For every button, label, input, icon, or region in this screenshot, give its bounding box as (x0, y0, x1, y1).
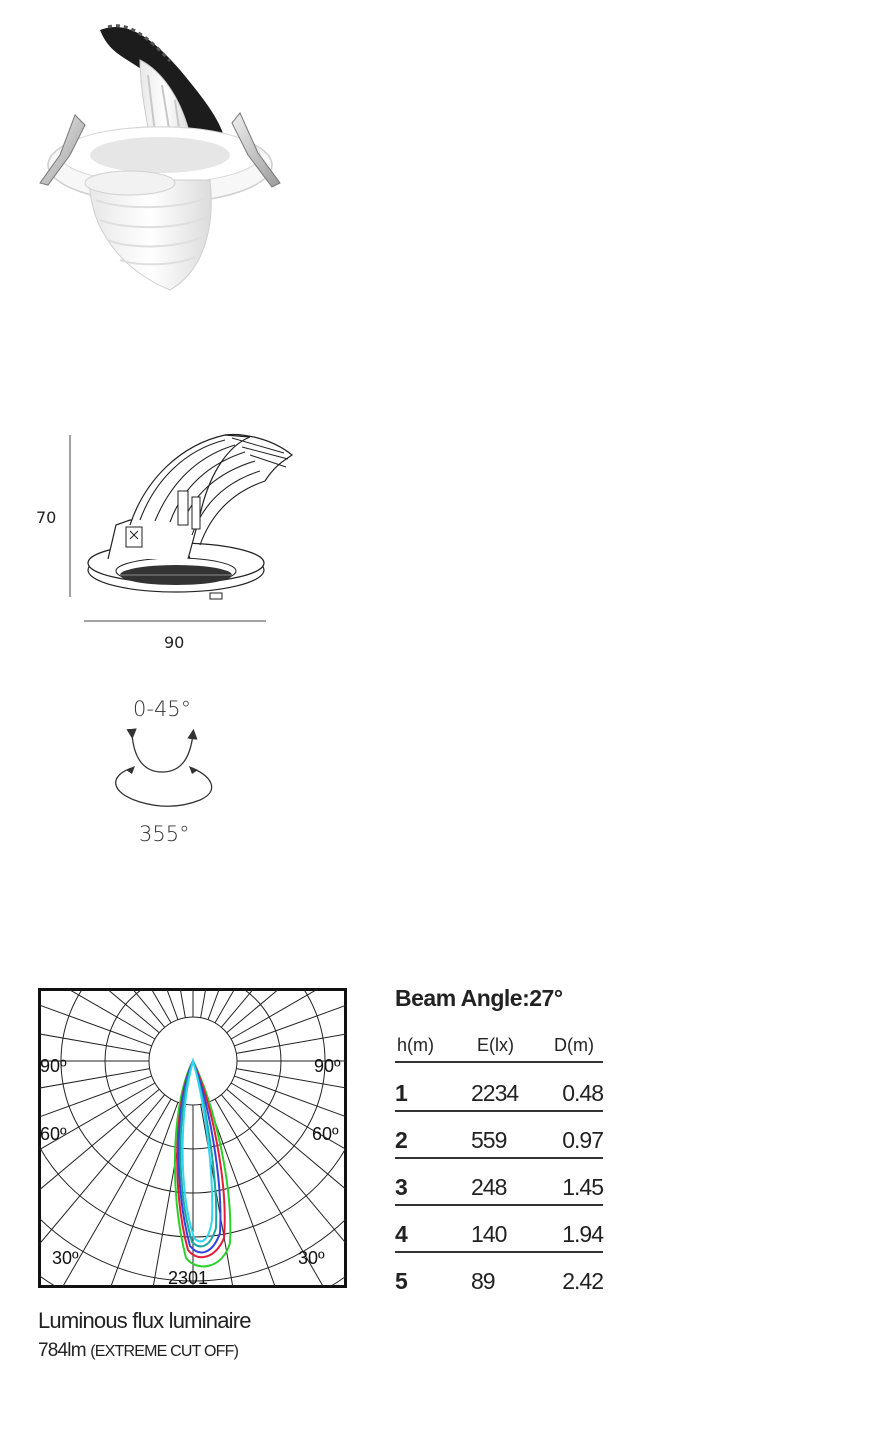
polar-label-right-90: 90º (314, 1056, 341, 1076)
table-rule (395, 1061, 603, 1063)
tilt-label: 0-45° (133, 697, 192, 721)
flux-value-line (38, 1340, 238, 1362)
polar-peak-value: 2301 (168, 1268, 209, 1288)
beam-angle-title: Beam Angle:27° (395, 985, 563, 1011)
rotate-label: 355° (139, 822, 190, 846)
header-height: h(m) (397, 1035, 434, 1055)
dimension-drawing (60, 425, 310, 630)
product-photo (30, 15, 300, 300)
flux-note: (EXTREME CUT OFF) (90, 1343, 239, 1360)
rotation-diagram (100, 720, 225, 815)
width-dimension: 90 (164, 633, 185, 652)
polar-label-right-60: 60º (312, 1124, 339, 1144)
polar-label-right-30: 30º (298, 1248, 325, 1268)
flux-label: Luminous flux luminaire (38, 1308, 251, 1333)
height-dimension: 70 (36, 508, 57, 527)
polar-label-left-60: 60º (40, 1124, 67, 1144)
flux-value: 784lm (38, 1340, 86, 1361)
header-diameter: D(m) (554, 1035, 594, 1055)
polar-diagram (38, 988, 348, 1288)
polar-label-left-90: 90º (40, 1056, 67, 1076)
polar-label-left-30: 30º (52, 1248, 79, 1268)
header-illuminance: E(lx) (477, 1035, 514, 1055)
